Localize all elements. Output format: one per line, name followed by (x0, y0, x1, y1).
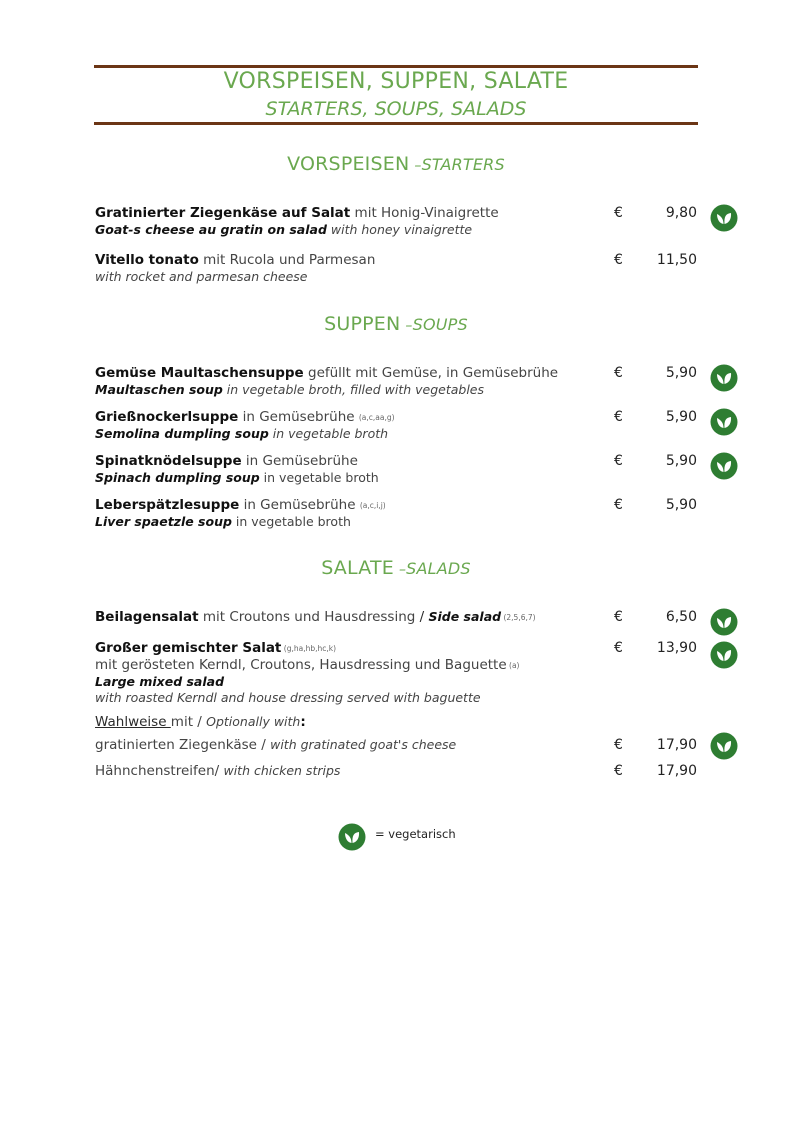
section-dash: – (414, 158, 422, 174)
item-name-en: Liver spaetzle soup (95, 514, 232, 529)
option-chicken (95, 763, 340, 779)
menu-item-vitello-tonato (95, 252, 375, 268)
item-price: 6,50 (665, 609, 697, 625)
currency-symbol: € (614, 453, 623, 469)
allergen-codes: (2,5,6,7) (501, 613, 536, 622)
options-label-de: Wahlweise (95, 714, 171, 730)
menu-item-side-salad (95, 609, 536, 625)
section-dash: – (398, 562, 407, 578)
header-bottom-rule (94, 122, 698, 125)
vegetarian-leaf-icon (710, 641, 738, 669)
allergen-codes: (g,ha,hb,hc,k) (281, 644, 337, 653)
item-name-en: Large mixed salad (95, 674, 225, 689)
item-name-en: Semolina dumpling soup (95, 426, 269, 441)
currency-symbol: € (614, 763, 623, 779)
menu-item-spinatknoedel (95, 453, 358, 469)
item-desc-en: with honey vinaigrette (326, 222, 473, 237)
currency-symbol: € (614, 365, 623, 381)
option-name-en: with gratinated goat's cheese (270, 737, 457, 752)
item-price: 5,90 (665, 409, 697, 425)
item-name: Beilagensalat (95, 609, 199, 625)
option-goat-cheese (95, 737, 456, 753)
item-price: 5,90 (665, 497, 697, 513)
currency-symbol: € (614, 497, 623, 513)
section-title-en: SALADS (406, 559, 471, 578)
options-label-mid: mit / (170, 714, 207, 730)
menu-item-leberspaetzle (95, 497, 386, 513)
menu-item-griessnockerl (95, 409, 395, 425)
menu-item-mixed-salad (95, 640, 336, 656)
currency-symbol: € (614, 252, 623, 268)
menu-item-maultaschen (95, 365, 558, 381)
vegetarian-leaf-icon (710, 408, 738, 436)
section-heading-salads (94, 557, 698, 579)
options-heading (95, 714, 306, 730)
item-desc-en: in vegetable broth (259, 470, 379, 485)
section-title-en: STARTERS (421, 155, 505, 174)
menu-item-griessnockerl-en (95, 426, 388, 441)
item-name-en: Side salad (428, 609, 502, 624)
item-name: Gratinierter Ziegenkäse auf Salat (95, 205, 351, 221)
currency-symbol: € (614, 640, 623, 656)
item-desc: mit Honig-Vinaigrette (350, 205, 499, 221)
section-title-de: SUPPEN (324, 313, 401, 335)
section-heading-starters (94, 153, 698, 175)
item-price: 11,50 (656, 252, 697, 268)
options-colon: : (300, 714, 306, 730)
item-name: Grießnockerlsuppe (95, 409, 239, 425)
item-desc: in Gemüsebrühe (238, 409, 359, 425)
item-desc: in Gemüsebrühe (241, 453, 358, 469)
item-name-en: Maultaschen soup (95, 382, 223, 397)
page-title: VORSPEISEN, SUPPEN, SALATE (223, 69, 569, 94)
menu-item-mixed-salad-en (95, 674, 224, 689)
item-price: 13,90 (656, 640, 697, 656)
item-price: 5,90 (665, 365, 697, 381)
menu-item-maultaschen-en (95, 382, 484, 397)
header-top-rule (94, 65, 698, 68)
item-price: 17,90 (656, 763, 697, 779)
item-desc: mit gerösteten Kerndl, Croutons, Hausdressing und Baguette (95, 657, 507, 673)
options-label-en: Optionally with (206, 714, 301, 729)
item-name-en: Spinach dumpling soup (95, 470, 260, 485)
vegetarian-leaf-icon (710, 204, 738, 232)
currency-symbol: € (614, 409, 623, 425)
item-name: Gemüse Maultaschensuppe (95, 365, 304, 381)
vegetarian-leaf-icon (710, 732, 738, 760)
legend-label: = vegetarisch (375, 827, 456, 841)
menu-item-mixed-salad-desc-en: with roasted Kerndl and house dressing served with baguette (95, 690, 481, 705)
section-title-de: SALATE (321, 557, 394, 579)
item-price: 9,80 (665, 205, 697, 221)
item-name: Spinatknödelsuppe (95, 453, 242, 469)
section-title-en: SOUPS (412, 315, 468, 334)
option-name-en: with chicken strips (223, 763, 341, 778)
item-desc-en: in vegetable broth (268, 426, 389, 441)
menu-item-vitello-tonato-en: with rocket and parmesan cheese (95, 269, 308, 284)
item-desc-en: in vegetable broth, filled with vegetables (222, 382, 485, 397)
currency-symbol: € (614, 737, 623, 753)
menu-item-goat-cheese (95, 205, 499, 221)
item-name: Leberspätzlesuppe (95, 497, 240, 513)
currency-symbol: € (614, 205, 623, 221)
option-name-de: Hähnchenstreifen/ (95, 763, 224, 779)
vegetarian-leaf-icon (710, 364, 738, 392)
currency-symbol: € (614, 609, 623, 625)
allergen-codes: (a) (506, 661, 520, 670)
menu-item-leberspaetzle-en (95, 514, 351, 529)
item-desc: mit Croutons und Hausdressing (198, 609, 420, 625)
legend-leaf-icon (338, 823, 366, 851)
slash: / (419, 609, 429, 625)
menu-item-spinatknoedel-en (95, 470, 379, 485)
item-name-en: Goat-s cheese au gratin on salad (95, 222, 327, 237)
section-dash: – (405, 318, 413, 334)
item-desc: mit Rucola und Parmesan (198, 252, 376, 268)
section-title-de: VORSPEISEN (287, 153, 410, 175)
item-price: 17,90 (656, 737, 697, 753)
option-name-de: gratinierten Ziegenkäse / (95, 737, 271, 753)
menu-item-goat-cheese-en (95, 222, 472, 237)
item-name: Großer gemischter Salat (95, 640, 282, 656)
item-price: 5,90 (665, 453, 697, 469)
allergen-codes: (a,c,i,j) (359, 501, 386, 510)
item-desc: in Gemüsebrühe (239, 497, 360, 513)
allergen-codes: (a,c,aa,g) (358, 413, 395, 422)
item-name: Vitello tonato (95, 252, 199, 268)
item-desc-en: in vegetable broth (231, 514, 351, 529)
item-desc: gefüllt mit Gemüse, in Gemüsebrühe (303, 365, 559, 381)
page-subtitle: STARTERS, SOUPS, SALADS (265, 98, 527, 120)
vegetarian-leaf-icon (710, 452, 738, 480)
vegetarian-leaf-icon (710, 608, 738, 636)
section-heading-soups (94, 313, 698, 335)
menu-item-mixed-salad-desc (95, 657, 519, 673)
